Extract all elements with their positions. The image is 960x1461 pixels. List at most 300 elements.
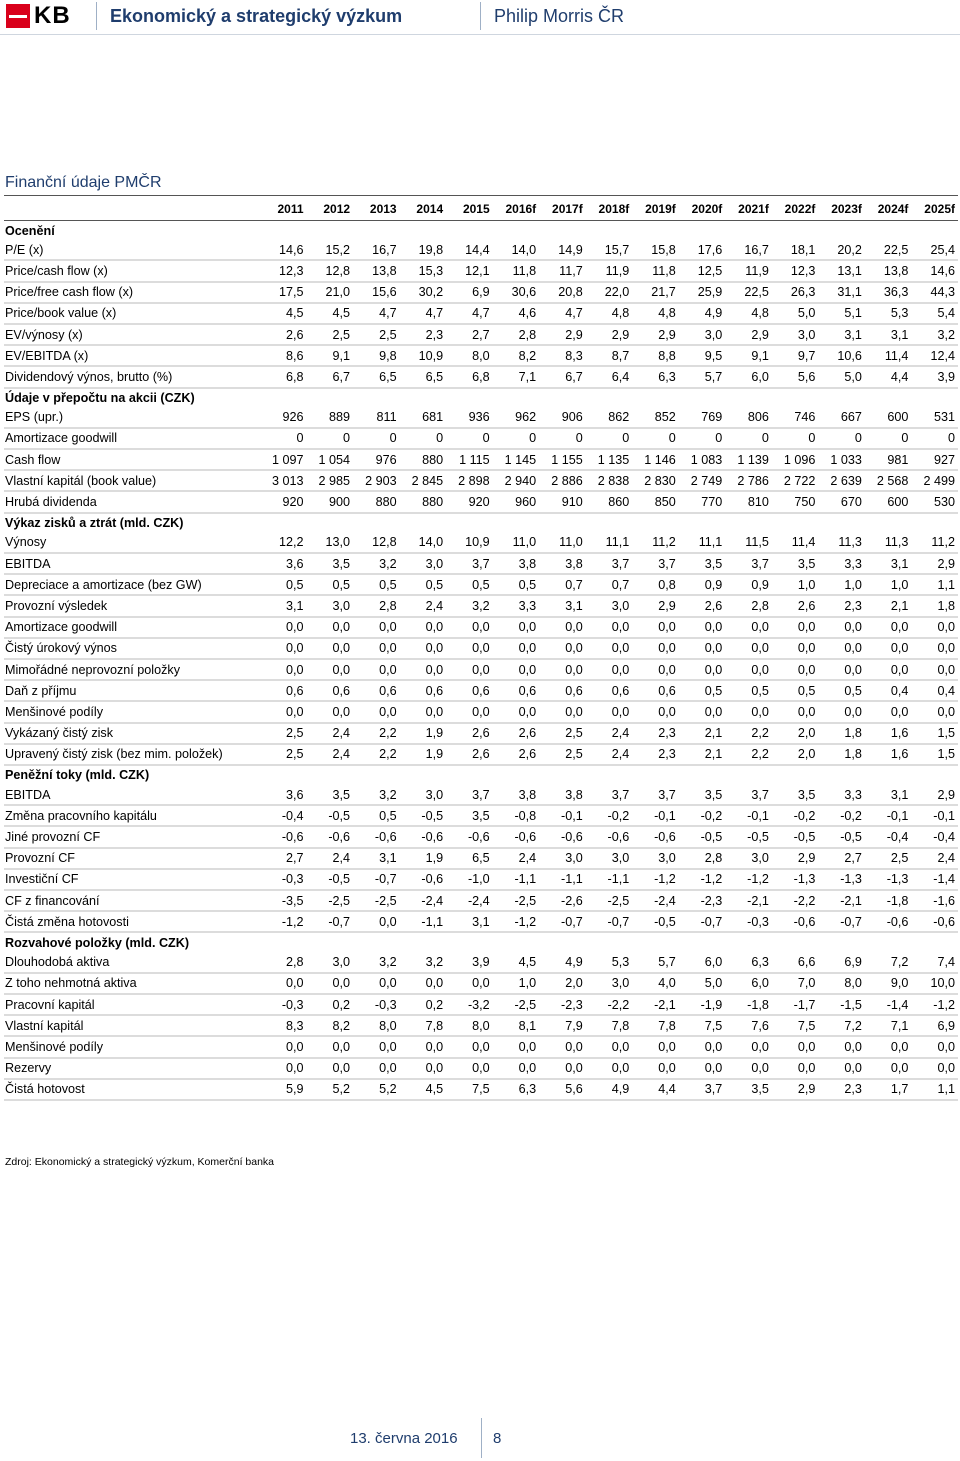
table-cell: 7,8 [400,1015,447,1036]
table-cell: 0,9 [725,574,772,595]
table-cell: 2,2 [353,744,400,765]
table-cell: 0,0 [446,638,493,659]
table-row [4,617,958,638]
footer-divider [481,1418,482,1458]
table-cell: 0,0 [586,617,633,638]
table-cell: 31,1 [818,282,865,303]
column-header: 2023f [818,197,865,221]
table-cell: 0,0 [818,617,865,638]
page-number: 8 [493,1430,502,1447]
column-header: 2022f [772,197,819,221]
table-cell: 0,0 [260,659,307,680]
table-cell: 13,1 [818,260,865,281]
row-label: Vlastní kapitál (book value) [4,470,260,491]
table-cell: 4,8 [632,303,679,324]
table-cell: 880 [400,449,447,470]
table-cell: 0,0 [679,659,726,680]
table-cell: 0,0 [353,638,400,659]
table-cell: 0,7 [539,574,586,595]
table-cell: 0 [818,428,865,449]
table-cell: 4,4 [632,1079,679,1100]
table-cell: 0,5 [446,574,493,595]
table-cell: 2,9 [725,324,772,345]
table-cell: 0,0 [493,1058,540,1079]
table-cell: 2,7 [818,848,865,869]
table-cell: 0,5 [772,680,819,701]
column-header: 2016f [493,197,540,221]
table-cell: 2,3 [632,744,679,765]
table-cell: -0,3 [725,911,772,932]
table-cell: 0,0 [400,638,447,659]
page-header [0,0,960,34]
table-cell: 0 [865,428,912,449]
table-cell: 0,0 [679,638,726,659]
table-cell: 3,8 [493,553,540,574]
table-cell: 7,5 [772,1015,819,1036]
table-cell: -1,6 [911,890,958,911]
table-cell: 0,6 [400,680,447,701]
table-cell: 22,0 [586,282,633,303]
table-title: Finanční údaje PMČR [5,174,162,191]
section-title: Ocenění [5,223,55,238]
table-cell: 11,0 [539,533,586,553]
table-cell: 2 830 [632,470,679,491]
table-cell: 0,5 [353,574,400,595]
logo-text: KB [34,2,71,29]
table-cell: 0,0 [493,617,540,638]
table-cell: 670 [818,491,865,512]
table-cell: 2 940 [493,470,540,491]
table-cell: 0,0 [400,1058,447,1079]
table-cell: -2,1 [632,994,679,1015]
row-label: Provozní výsledek [4,595,260,616]
table-cell: -0,7 [818,911,865,932]
table-cell: 2,5 [865,848,912,869]
table-cell: 3,0 [307,953,354,973]
table-cell: 2,0 [772,723,819,744]
table-cell: -3,5 [260,890,307,911]
column-header: 2019f [632,197,679,221]
table-cell: -0,5 [725,826,772,847]
table-cell: 5,2 [353,1079,400,1100]
table-cell: -0,1 [632,805,679,826]
table-cell: 3,1 [539,595,586,616]
table-cell: 0,0 [493,701,540,722]
row-label: Dlouhodobá aktiva [4,953,260,973]
table-cell: 7,2 [818,1015,865,1036]
table-cell: 0 [679,428,726,449]
table-cell: 8,3 [539,345,586,366]
table-cell: 21,7 [632,282,679,303]
table-cell: 1 115 [446,449,493,470]
table-cell: 681 [400,408,447,428]
table-cell: 0,0 [818,1036,865,1057]
table-row [4,680,958,701]
table-cell: 0,0 [260,1058,307,1079]
row-label: Dividendový výnos, brutto (%) [4,366,260,387]
table-cell: 3,2 [353,785,400,805]
table-cell: 30,2 [400,282,447,303]
table-row [4,785,958,805]
table-cell: 0,9 [679,574,726,595]
row-label: Čistý úrokový výnos [4,638,260,659]
row-label: EBITDA [4,553,260,574]
row-label: Cash flow [4,449,260,470]
table-cell: 976 [353,449,400,470]
table-cell: -2,5 [353,890,400,911]
table-cell: 0,0 [911,617,958,638]
column-header: 2011 [260,197,307,221]
table-cell: 36,3 [865,282,912,303]
table-cell: 13,0 [307,533,354,553]
table-cell: 6,7 [307,366,354,387]
table-cell: -1,3 [772,869,819,890]
table-cell: -1,3 [818,869,865,890]
table-cell: 20,2 [818,240,865,260]
table-cell: 3,5 [307,553,354,574]
table-cell: 9,5 [679,345,726,366]
row-label: EBITDA [4,785,260,805]
table-cell: 5,4 [911,303,958,324]
column-header: 2015 [446,197,493,221]
table-cell: 3,0 [679,324,726,345]
table-cell: 3,7 [725,785,772,805]
table-cell: 13,8 [353,260,400,281]
table-cell: -1,4 [911,869,958,890]
table-cell: 3,0 [400,785,447,805]
table-cell: -2,5 [586,890,633,911]
table-cell: 5,0 [772,303,819,324]
table-cell: -2,4 [632,890,679,911]
column-header: 2021f [725,197,772,221]
table-cell: 0,0 [260,701,307,722]
table-cell: 3,8 [539,785,586,805]
table-row [4,491,958,512]
table-cell: 10,9 [400,345,447,366]
table-cell: 0,4 [911,680,958,701]
table-cell: -0,2 [818,805,865,826]
row-label: Amortizace goodwill [4,617,260,638]
table-cell: 22,5 [725,282,772,303]
table-cell: 600 [865,491,912,512]
table-cell: 14,0 [493,240,540,260]
table-cell: 0,0 [725,638,772,659]
table-cell: 15,7 [586,240,633,260]
table-cell: 0 [493,428,540,449]
table-cell: 0,5 [493,574,540,595]
table-cell: 4,6 [493,303,540,324]
row-label: Investiční CF [4,869,260,890]
table-cell: 3,2 [446,595,493,616]
table-cell: 0,0 [493,659,540,680]
table-cell: 14,4 [446,240,493,260]
table-cell: 11,1 [586,533,633,553]
table-cell: 0,0 [632,1036,679,1057]
table-cell: 2,4 [911,848,958,869]
table-cell: 6,7 [539,366,586,387]
table-cell: 0,0 [772,701,819,722]
table-cell: 8,0 [446,1015,493,1036]
table-cell: 3,0 [586,848,633,869]
table-cell: 0,0 [725,659,772,680]
table-cell: 0,2 [400,994,447,1015]
table-cell: 860 [586,491,633,512]
table-cell: 0,0 [586,1036,633,1057]
table-cell: 0 [400,428,447,449]
table-row [4,805,958,826]
table-cell: -0,5 [307,869,354,890]
table-cell: 4,9 [539,953,586,973]
table-row [4,1036,958,1057]
table-cell: -0,2 [772,805,819,826]
table-cell: 0,0 [307,1036,354,1057]
table-cell: -0,1 [865,805,912,826]
table-cell: -1,8 [725,994,772,1015]
table-cell: 2,3 [400,324,447,345]
row-label: P/E (x) [4,240,260,260]
table-cell: 26,3 [772,282,819,303]
table-cell: 6,3 [725,953,772,973]
table-cell: 1 096 [772,449,819,470]
table-cell: 4,9 [586,1079,633,1100]
table-cell: 1 097 [260,449,307,470]
table-cell: 11,7 [539,260,586,281]
table-cell: 5,0 [818,366,865,387]
row-label: Menšinové podíly [4,701,260,722]
table-cell: 3,7 [586,785,633,805]
table-row [4,595,958,616]
table-cell: 20,8 [539,282,586,303]
header-rule [0,34,960,35]
table-cell: -3,2 [446,994,493,1015]
table-cell: 0 [911,428,958,449]
table-cell: -0,1 [539,805,586,826]
table-cell: 4,7 [400,303,447,324]
table-cell: 926 [260,408,307,428]
table-cell: 927 [911,449,958,470]
table-cell: -0,6 [353,826,400,847]
table-cell: 0,0 [353,617,400,638]
table-cell: 0,0 [865,638,912,659]
table-cell: 0,4 [865,680,912,701]
table-cell: 11,8 [493,260,540,281]
table-cell: 14,6 [911,260,958,281]
table-cell: 2,4 [307,723,354,744]
financial-table [4,197,958,1101]
table-cell: 2 845 [400,470,447,491]
table-cell: 12,5 [679,260,726,281]
table-cell: 1,0 [865,574,912,595]
table-cell: 3,0 [586,973,633,994]
table-cell: 2 499 [911,470,958,491]
table-cell: 906 [539,408,586,428]
table-cell: 4,5 [400,1079,447,1100]
table-cell: 12,8 [353,533,400,553]
table-cell: 4,8 [586,303,633,324]
table-cell: 22,5 [865,240,912,260]
row-label: Price/book value (x) [4,303,260,324]
table-cell: 0,0 [307,659,354,680]
row-label: EV/výnosy (x) [4,324,260,345]
table-cell: 920 [260,491,307,512]
table-cell: 0,0 [260,973,307,994]
table-cell: 0 [307,428,354,449]
table-cell: -0,5 [679,826,726,847]
table-cell: 3,0 [725,848,772,869]
table-row [4,428,958,449]
table-cell: 0 [772,428,819,449]
row-label: Z toho nehmotná aktiva [4,973,260,994]
table-cell: 3,5 [772,553,819,574]
table-cell: 2,8 [260,953,307,973]
table-row [4,574,958,595]
table-cell: 2,3 [818,595,865,616]
section-row [4,513,958,533]
section-title: Peněžní toky (mld. CZK) [5,768,150,783]
table-cell: 2,5 [539,744,586,765]
table-cell: 0,0 [353,659,400,680]
table-cell: 1,8 [911,595,958,616]
table-cell: 910 [539,491,586,512]
table-cell: 0,0 [818,659,865,680]
table-cell: 2,8 [679,848,726,869]
table-cell: 12,2 [260,533,307,553]
table-row [4,890,958,911]
row-label: Price/cash flow (x) [4,260,260,281]
table-cell: 2,6 [679,595,726,616]
table-cell: 806 [725,408,772,428]
table-cell: 4,5 [493,953,540,973]
table-cell: 2,9 [632,324,679,345]
table-cell: 13,8 [865,260,912,281]
column-header: 2013 [353,197,400,221]
table-cell: 3,0 [400,553,447,574]
table-cell: -0,4 [260,805,307,826]
table-cell: 0 [446,428,493,449]
table-cell: 2,7 [260,848,307,869]
table-cell: 17,5 [260,282,307,303]
table-row [4,303,958,324]
table-cell: 0,6 [307,680,354,701]
table-cell: 0,0 [632,659,679,680]
table-cell: 8,2 [307,1015,354,1036]
table-cell: -2,3 [539,994,586,1015]
table-cell: 9,1 [725,345,772,366]
row-label: Upravený čistý zisk (bez mim. položek) [4,744,260,765]
table-cell: 16,7 [353,240,400,260]
table-cell: 18,1 [772,240,819,260]
table-cell: -0,6 [586,826,633,847]
table-cell: 8,6 [260,345,307,366]
table-cell: 0,0 [260,1036,307,1057]
table-cell: 0,0 [307,617,354,638]
table-cell: 0,0 [772,617,819,638]
table-cell: -0,6 [307,826,354,847]
table-cell: 0,0 [632,638,679,659]
table-cell: 920 [446,491,493,512]
table-cell: 2 568 [865,470,912,491]
table-cell: 3,6 [260,785,307,805]
table-cell: 0,0 [725,617,772,638]
table-cell: -0,2 [586,805,633,826]
table-row [4,1058,958,1079]
table-cell: 30,6 [493,282,540,303]
table-cell: 8,0 [353,1015,400,1036]
table-cell: 4,8 [725,303,772,324]
header-company: Philip Morris ČR [494,6,625,26]
table-cell: 16,7 [725,240,772,260]
table-cell: 4,5 [307,303,354,324]
table-cell: -1,2 [632,869,679,890]
table-cell: 8,7 [586,345,633,366]
table-cell: 5,7 [632,953,679,973]
table-cell: -0,6 [865,911,912,932]
table-cell: 2 903 [353,470,400,491]
table-cell: 0,0 [446,1058,493,1079]
table-row [4,826,958,847]
table-cell: -2,3 [679,890,726,911]
table-cell: 746 [772,408,819,428]
table-cell: 6,9 [818,953,865,973]
table-cell: 3,0 [632,848,679,869]
table-cell: 3,5 [725,1079,772,1100]
table-cell: 5,1 [818,303,865,324]
table-cell: 7,4 [911,953,958,973]
table-cell: 0,6 [446,680,493,701]
table-cell: 1 083 [679,449,726,470]
table-cell: 2,4 [400,595,447,616]
table-cell: 4,0 [632,973,679,994]
table-cell: 2,6 [260,324,307,345]
table-cell: 6,4 [586,366,633,387]
table-cell: -1,9 [679,994,726,1015]
table-cell: 8,0 [818,973,865,994]
table-cell: -0,7 [539,911,586,932]
table-cell: 3,0 [586,595,633,616]
table-cell: 2 639 [818,470,865,491]
table-cell: 5,3 [586,953,633,973]
table-row [4,1015,958,1036]
table-cell: 14,9 [539,240,586,260]
table-cell: 880 [353,491,400,512]
table-cell: -0,7 [353,869,400,890]
table-cell: 2,9 [539,324,586,345]
table-cell: -0,3 [260,994,307,1015]
table-cell: 6,8 [260,366,307,387]
table-cell: -0,6 [400,869,447,890]
table-cell: 1 145 [493,449,540,470]
row-label: EV/EBITDA (x) [4,345,260,366]
table-cell: 2,0 [539,973,586,994]
table-cell: 1,0 [772,574,819,595]
table-cell: 0,0 [632,617,679,638]
table-cell: 2,6 [446,744,493,765]
table-cell: 0,0 [911,1058,958,1079]
table-cell: 769 [679,408,726,428]
table-cell: 7,2 [865,953,912,973]
table-cell: 862 [586,408,633,428]
table-cell: -1,7 [772,994,819,1015]
table-row [4,553,958,574]
section-row [4,932,958,952]
table-row [4,1079,958,1100]
table-cell: 0,6 [539,680,586,701]
table-cell: 3,1 [865,553,912,574]
table-cell: -0,6 [400,826,447,847]
table-cell: 11,9 [725,260,772,281]
table-cell: 6,3 [493,1079,540,1100]
table-cell: 4,5 [260,303,307,324]
